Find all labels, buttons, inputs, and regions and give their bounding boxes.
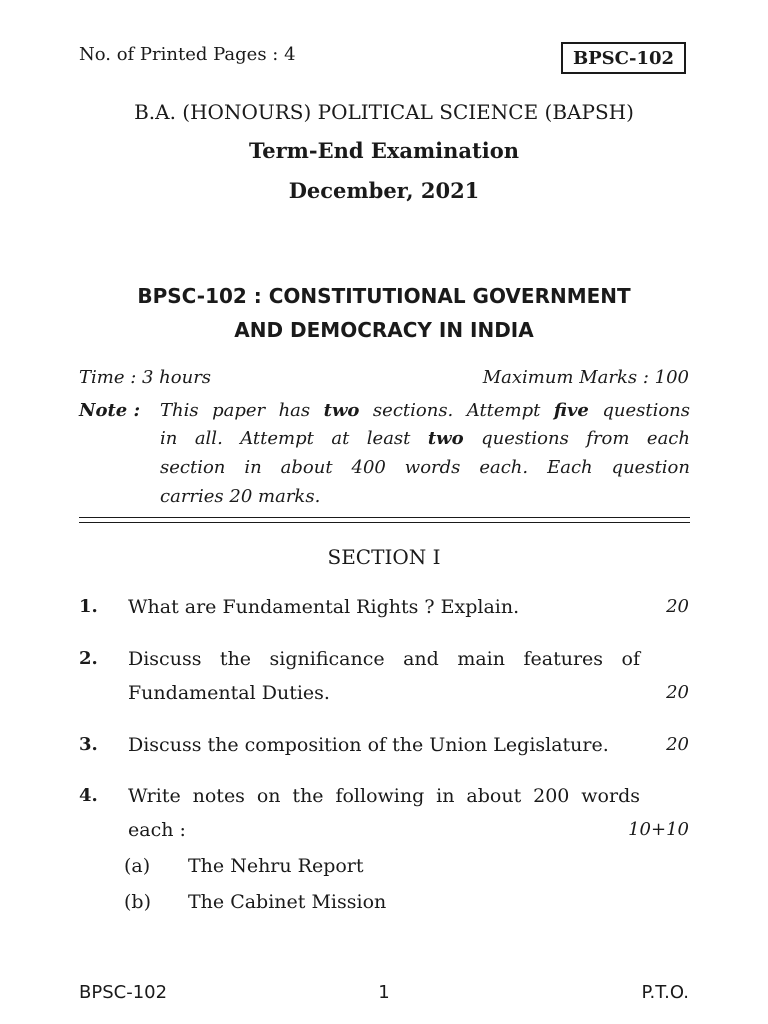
question-marks: 20 — [666, 682, 689, 703]
question-marks: 20 — [666, 734, 689, 755]
divider-bottom — [79, 522, 690, 523]
question-text: Discuss the significance and main features of — [128, 648, 640, 670]
section-heading: SECTION I — [327, 545, 441, 569]
footer-pto: P.T.O. — [641, 982, 689, 1003]
question-number: 2. — [79, 648, 98, 669]
sub-question-label: (a) — [124, 855, 151, 877]
programme-title: B.A. (HONOURS) POLITICAL SCIENCE (BAPSH) — [134, 100, 634, 124]
question-text: Fundamental Duties. — [128, 682, 330, 704]
question-marks: 20 — [666, 596, 689, 617]
exam-title: Term-End Examination — [248, 138, 519, 163]
note-line-3: section in about 400 words each. Each question — [160, 457, 690, 478]
sub-question-text: The Cabinet Mission — [188, 891, 387, 913]
question-text: What are Fundamental Rights ? Explain. — [128, 596, 520, 618]
question-text: each : — [128, 819, 186, 841]
exam-date: December, 2021 — [288, 178, 480, 203]
note-label: Note : — [79, 400, 141, 421]
sub-question-label: (b) — [124, 891, 151, 913]
footer-course-code: BPSC-102 — [79, 982, 168, 1003]
footer-page-number: 1 — [378, 982, 390, 1003]
question-number: 3. — [79, 734, 98, 755]
note-line-2: in all. Attempt at least two questions from each — [160, 428, 690, 449]
printed-pages-count: No. of Printed Pages : 4 — [79, 44, 296, 65]
max-marks: Maximum Marks : 100 — [482, 367, 689, 388]
divider-top — [79, 517, 690, 518]
sub-question-text: The Nehru Report — [188, 855, 364, 877]
question-text: Discuss the composition of the Union Legislature. — [128, 734, 609, 756]
question-text: Write notes on the following in about 200 words — [128, 785, 640, 807]
course-title-line-2: AND DEMOCRACY IN INDIA — [234, 318, 534, 342]
note-line-4: carries 20 marks. — [160, 486, 321, 507]
question-marks: 10+10 — [628, 819, 689, 840]
course-code-box: BPSC-102 — [561, 42, 686, 74]
question-number: 4. — [79, 785, 98, 806]
note-line-1: This paper has two sections. Attempt five questions — [160, 400, 690, 421]
course-title-line-1: BPSC-102 : CONSTITUTIONAL GOVERNMENT — [137, 284, 631, 308]
question-number: 1. — [79, 596, 98, 617]
exam-time: Time : 3 hours — [79, 367, 212, 388]
